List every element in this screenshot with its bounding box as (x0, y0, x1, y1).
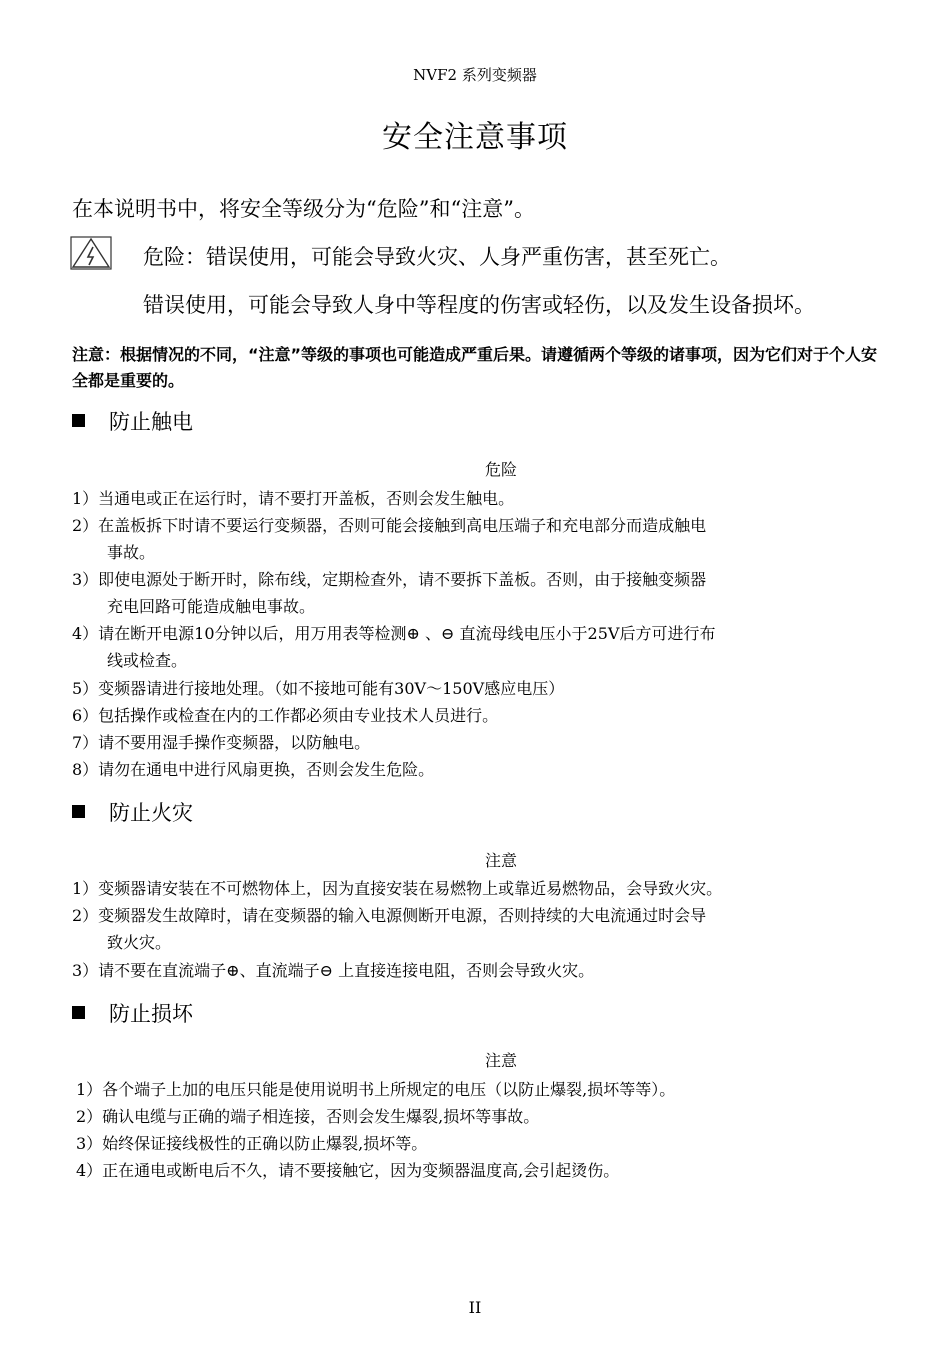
section-heading-damage (72, 998, 193, 1028)
item-text-cont: 充电回路可能造成触电事故。 (107, 597, 316, 616)
item-text: 4）请在断开电源10分钟以后，用万用表等检测⊕ 、⊖ 直流母线电压小于25V后方可进行布 (72, 624, 716, 643)
item-text: 8）请勿在通电中进行风扇更换，否则会发生危险。 (72, 760, 435, 779)
item-text: 6）包括操作或检查在内的工作都必须由专业技术人员进行。 (72, 706, 499, 725)
caution-label: 注意 (484, 851, 517, 870)
page-header: NVF2 系列变频器 (413, 66, 537, 84)
note-paragraph: 注意：根据情况的不同，“注意”等级的事项也可能造成严重后果。请遵循两个等级的诸事项，因为它们对于个人安全都是重要的。 (72, 345, 878, 390)
danger-label: 危险 (484, 460, 517, 479)
list-item (76, 1157, 619, 1184)
section-heading-label: 防止火灾 (109, 801, 193, 825)
section-heading-label: 防止损坏 (109, 1002, 193, 1026)
item-text: 1）变频器请安装在不可燃物体上，因为直接安装在易燃物上或靠近易燃物品，会导致火灾。 (72, 879, 723, 898)
item-text: 2）在盖板拆下时请不要运行变频器，否则可能会接触到高电压端子和充电部分而造成触电 (72, 516, 707, 535)
page-number: II (468, 1298, 482, 1317)
list-item (72, 675, 564, 702)
item-text-cont: 线或检查。 (107, 651, 188, 670)
item-text: 3）始终保证接线极性的正确以防止爆裂,损坏等。 (76, 1134, 428, 1153)
high-voltage-warning-icon (70, 236, 112, 270)
item-text: 2）变频器发生故障时，请在变频器的输入电源侧断开电源，否则持续的大电流通过时会导 (72, 906, 707, 925)
item-text: 1）当通电或正在运行时，请不要打开盖板，否则会发生触电。 (72, 489, 515, 508)
list-item (72, 620, 715, 674)
item-text: 5）变频器请进行接地处理。（如不接地可能有30V～150V感应电压） (72, 679, 565, 698)
item-text: 7）请不要用湿手操作变频器，以防触电。 (72, 733, 371, 752)
list-item (72, 902, 706, 956)
caution-definition: 错误使用，可能会导致人身中等程度的伤害或轻伤，以及发生设备损坏。 (143, 293, 815, 317)
item-text-cont: 事故。 (107, 543, 156, 562)
section-heading-electric-shock (72, 406, 193, 436)
section-heading-label: 防止触电 (109, 410, 193, 434)
page-title: 安全注意事项 (382, 120, 568, 155)
item-text: 3）即使电源处于断开时，除布线，定期检查外，请不要拆下盖板。否则，由于接触变频器 (72, 570, 707, 589)
square-bullet-icon (72, 414, 85, 427)
list-item (76, 1103, 539, 1130)
list-item (72, 875, 722, 902)
list-item (72, 729, 370, 756)
item-text: 1）各个端子上加的电压只能是使用说明书上所规定的电压（以防止爆裂,损坏等等）。 (76, 1080, 676, 1099)
list-item (72, 485, 514, 512)
danger-definition: 危险：错误使用，可能会导致火灾、人身严重伤害，甚至死亡。 (143, 245, 731, 269)
list-item (72, 957, 594, 984)
square-bullet-icon (72, 805, 85, 818)
intro-text: 在本说明书中，将安全等级分为“危险”和“注意”。 (72, 197, 535, 221)
caution-label: 注意 (484, 1051, 517, 1070)
list-item (72, 566, 706, 620)
square-bullet-icon (72, 1006, 85, 1019)
list-item (72, 756, 434, 783)
list-item (72, 702, 498, 729)
list-item (76, 1130, 427, 1157)
item-text: 2）确认电缆与正确的端子相连接，否则会发生爆裂,损坏等事故。 (76, 1107, 540, 1126)
list-item (76, 1076, 675, 1103)
item-text-cont: 致火灾。 (107, 933, 172, 952)
item-text: 4）正在通电或断电后不久，请不要接触它，因为变频器温度高,会引起烫伤。 (76, 1161, 620, 1180)
item-text: 3）请不要在直流端子⊕、直流端子⊖ 上直接连接电阻，否则会导致火灾。 (72, 961, 595, 980)
list-item (72, 512, 706, 566)
section-heading-fire (72, 797, 193, 827)
